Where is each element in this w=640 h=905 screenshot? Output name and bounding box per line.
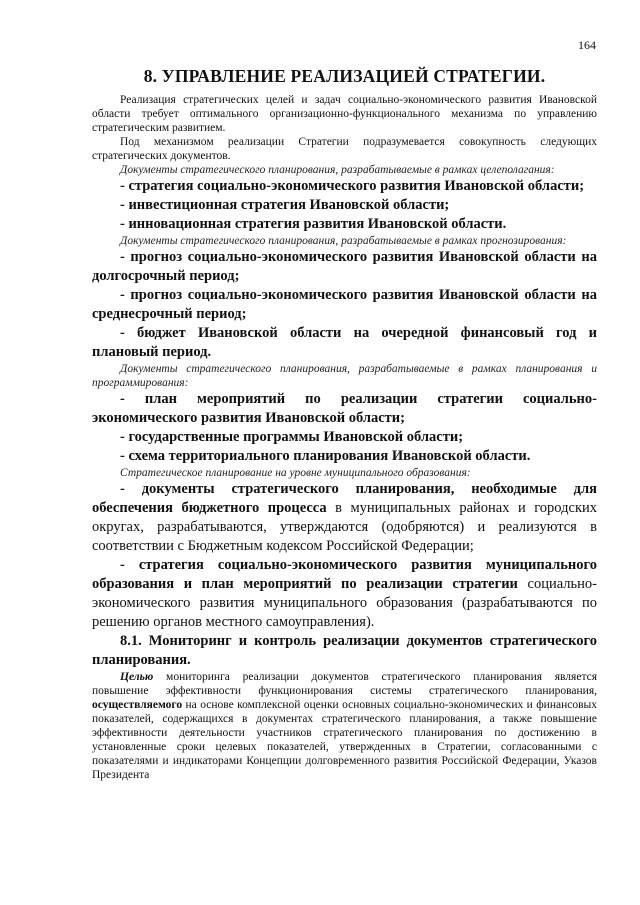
- goal-item-2: - инвестиционная стратегия Ивановской области;: [120, 197, 450, 213]
- municipal-item-1-bold: - документы стратегического планирования, необходимые для обеспечения бюджетного процесса: [92, 481, 597, 516]
- municipal-item-2-bold: - стратегия социально-экономического развития муниципального образования и план мероприятий по реализации стратегии: [92, 557, 597, 592]
- subsection-number: 8.1.: [120, 633, 142, 649]
- monitoring-text-2: на основе комплексной оценки основных социально-экономических и финансовых показателей, содержащихся в документах стратегического планирования, а также повышение эффективности деятельности участников стратегического планирования по достижению в установленные сроки целевых показателей, утвержденных в Стратегии, согласованными с показателями и индикаторами Концепции долговременного развития Российской Федерации, Указов Президента: [92, 699, 597, 781]
- planning-item-2: - государственные программы Ивановской области;: [120, 429, 464, 445]
- forecast-header: Документы стратегического планирования, разрабатываемые в рамках прогнозирования:: [120, 235, 567, 247]
- goal-setting-header: Документы стратегического планирования, разрабатываемые в рамках целеполагания:: [120, 164, 555, 176]
- municipal-item-1-rest: в муниципальных районах и городских округах, разрабатываются, утверждаются (одобряются) и реализуются в соответствии с Бюджетным кодексом Российской Федерации;: [92, 500, 597, 554]
- intro-paragraph-2: Под механизмом реализации Стратегии подразумевается совокупность следующих стратегических документов.: [92, 136, 597, 162]
- monitoring-paragraph: [92, 670, 597, 782]
- municipal-item-1: [92, 480, 597, 556]
- municipal-item-2-rest: социально-экономического развития муниципального образования (разрабатываются по решению органов местного самоуправления).: [92, 576, 597, 630]
- page-number: 164: [578, 38, 596, 52]
- monitoring-text-1: мониторинга реализации документов стратегического планирования является повышение эффективности функционирования системы стратегического планирования,: [92, 671, 597, 697]
- forecast-item-1: - прогноз социально-экономического развития Ивановской области на долгосрочный период;: [92, 249, 597, 284]
- goal-item-1: - стратегия социально-экономического развития Ивановской области;: [120, 178, 585, 194]
- goal-item-3: - инновационная стратегия развития Ивановской области.: [120, 216, 507, 232]
- planning-item-1: - план мероприятий по реализации стратегии социально-экономического развития Ивановской области;: [92, 391, 597, 426]
- planning-header: Документы стратегического планирования, разрабатываемые в рамках планирования и программирования:: [92, 363, 597, 389]
- municipal-header: Стратегическое планирование на уровне муниципального образования:: [120, 467, 471, 479]
- forecast-item-2: - прогноз социально-экономического развития Ивановской области на среднесрочный период;: [92, 287, 597, 322]
- goal-lead-word: Целью: [120, 671, 154, 683]
- page-body: [92, 38, 597, 782]
- forecast-item-3: - бюджет Ивановской области на очередной финансовый год и плановый период.: [92, 325, 597, 360]
- planning-item-3: - схема территориального планирования Ивановской области.: [120, 448, 531, 464]
- subsection-heading: [92, 632, 597, 670]
- page-title: 8. УПРАВЛЕНИЕ РЕАЛИЗАЦИЕЙ СТРАТЕГИИ.: [143, 66, 546, 86]
- subsection-title: Мониторинг и контроль реализации документов стратегического планирования.: [92, 633, 597, 668]
- intro-paragraph-1: Реализация стратегических целей и задач социально-экономического развития Ивановской области требует оптимального организационно-функционального механизма по управлению стратегическим развитием.: [92, 94, 597, 134]
- municipal-item-2: [92, 556, 597, 632]
- monitoring-bold-word: осуществляемого: [92, 699, 183, 711]
